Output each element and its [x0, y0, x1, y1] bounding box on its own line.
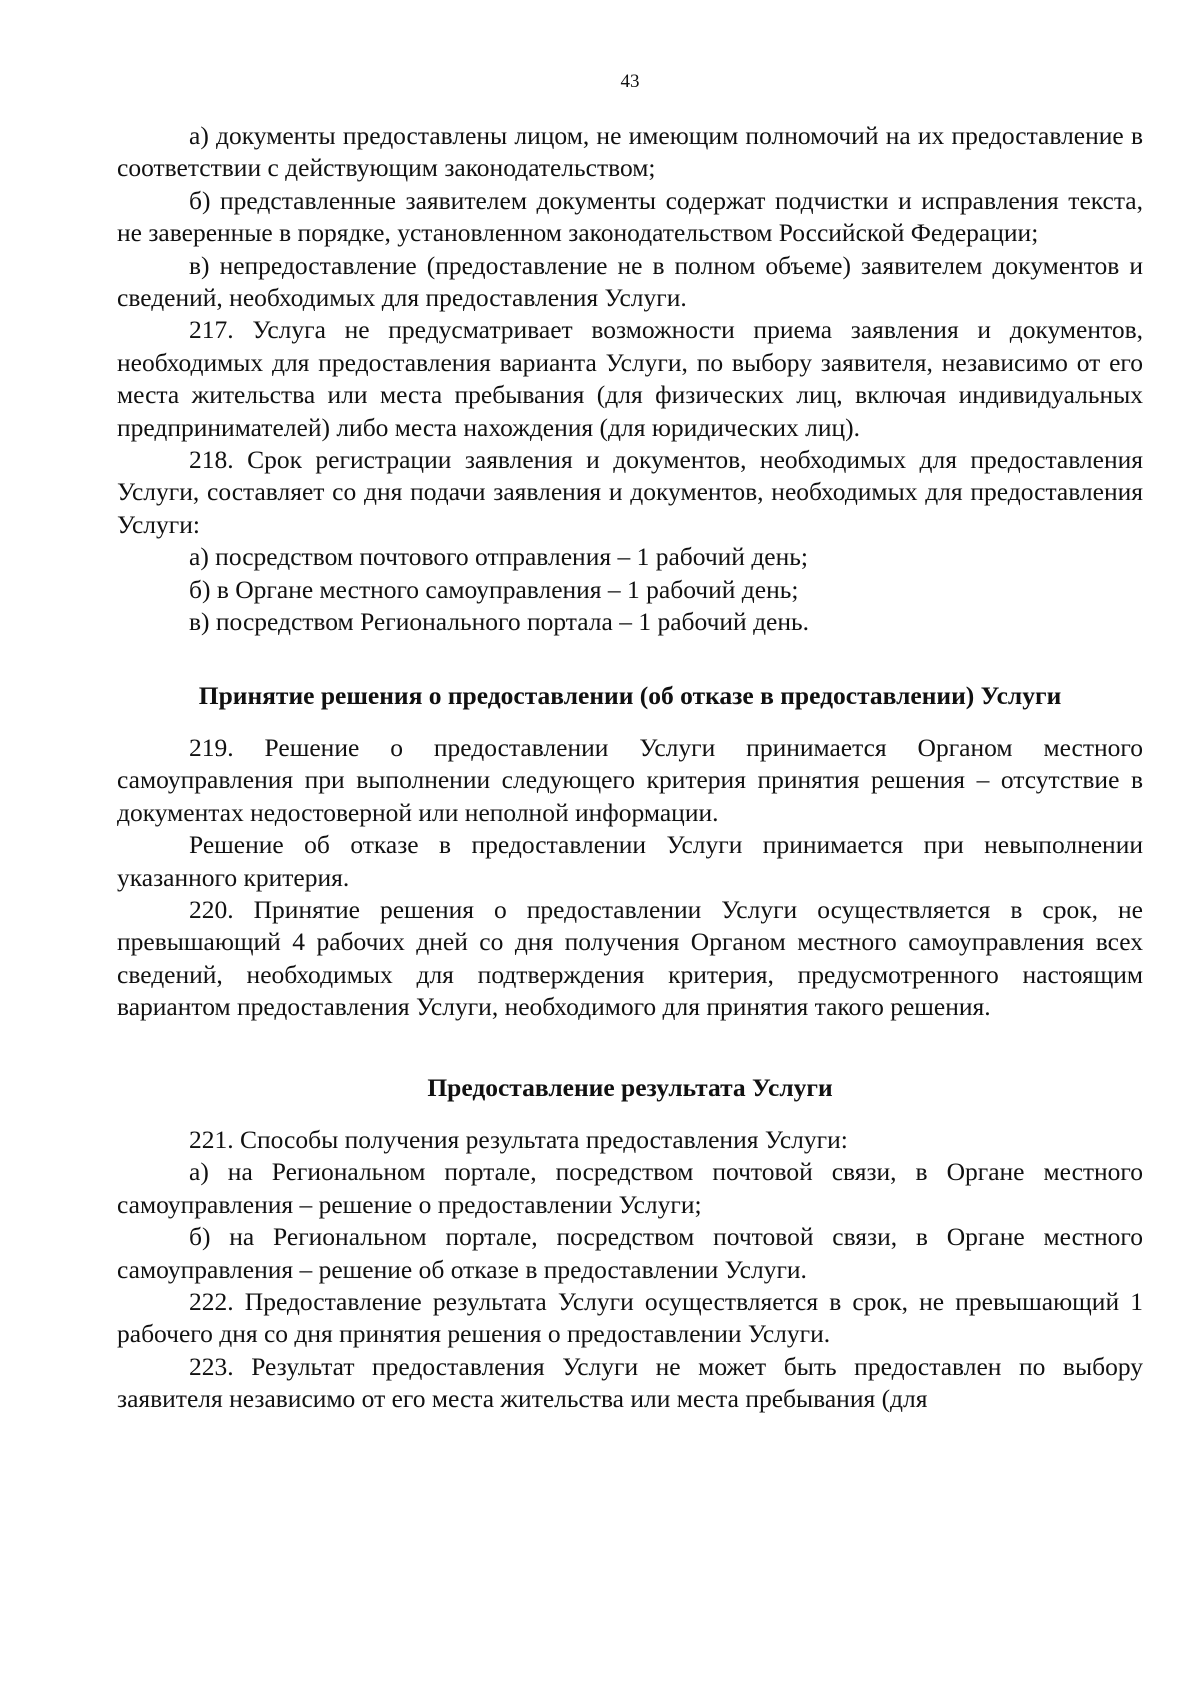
spacer	[117, 639, 1143, 680]
paragraph-222: 222. Предоставление результата Услуги осуществляется в срок, не превышающий 1 рабочего дня со дня принятия решения о предоставлении Услуги.	[117, 1287, 1143, 1349]
paragraph-216-item-a: а) документы предоставлены лицом, не имеющим полномочий на их предоставление в соответствии с действующим законодательством;	[117, 121, 1143, 183]
paragraph-218: 218. Срок регистрации заявления и документов, необходимых для предоставления Услуги, составляет со дня подачи заявления и документов, необходимых для предоставления Услуги:	[117, 445, 1143, 539]
paragraph-218-item-v: в) посредством Регионального портала – 1 рабочий день.	[189, 607, 810, 637]
section-heading-decision: Принятие решения о предоставлении (об отказе в предоставлении) Услуги	[198, 680, 1062, 710]
spacer	[117, 712, 1143, 732]
paragraph-221-item-b: б) на Региональном портале, посредством почтовой связи, в Органе местного самоуправления – решение об отказе в предоставлении Услуги.	[117, 1222, 1143, 1284]
paragraph-220: 220. Принятие решения о предоставлении Услуги осуществляется в срок, не превышающий 4 рабочих дней со дня получения Органом местного самоуправления всех сведений, необходимых для подтверждения критерия, предусмотренного настоящим вариантом предоставления Услуги, необходимого для принятия такого решения.	[117, 894, 1143, 1022]
paragraph-221-item-a: а) на Региональном портале, посредством почтовой связи, в Органе местного самоуправления – решение о предоставлении Услуги;	[117, 1157, 1143, 1219]
paragraph-223: 223. Результат предоставления Услуги не может быть предоставлен по выбору заявителя независимо от его места жительства или места пребывания (для	[117, 1351, 1143, 1414]
paragraph-216-item-b: б) представленные заявителем документы содержат подчистки и исправления текста, не заверенные в порядке, установленном законодательством Российской Федерации;	[117, 185, 1143, 248]
paragraph-218-item-a: а) посредством почтового отправления – 1 рабочий день;	[189, 542, 808, 572]
document-body	[117, 120, 1143, 1416]
paragraph-219-refusal: Решение об отказе в предоставлении Услуги принимается при невыполнении указанного критерия.	[117, 830, 1143, 892]
section-heading-result: Предоставление результата Услуги	[427, 1072, 833, 1102]
spacer	[117, 1104, 1143, 1124]
paragraph-218-item-b: б) в Органе местного самоуправления – 1 рабочий день;	[189, 574, 799, 604]
paragraph-221: 221. Способы получения результата предоставления Услуги:	[189, 1124, 848, 1154]
paragraph-217: 217. Услуга не предусматривает возможности приема заявления и документов, необходимых для предоставления варианта Услуги, по выбору заявителя, независимо от его места жительства или места пребывания (для физических лиц, включая индивидуальных предпринимателей) либо места нахождения (для юридических лиц).	[117, 315, 1143, 442]
page-number: 43	[620, 71, 640, 92]
spacer	[117, 1024, 1143, 1072]
paragraph-219: 219. Решение о предоставлении Услуги принимается Органом местного самоуправления при выполнении следующего критерия принятия решения – отсутствие в документах недостоверной или неполной информации.	[117, 732, 1143, 827]
paragraph-216-item-v: в) непредоставление (предоставление не в полном объеме) заявителем документов и сведений, необходимых для предоставления Услуги.	[117, 250, 1143, 313]
